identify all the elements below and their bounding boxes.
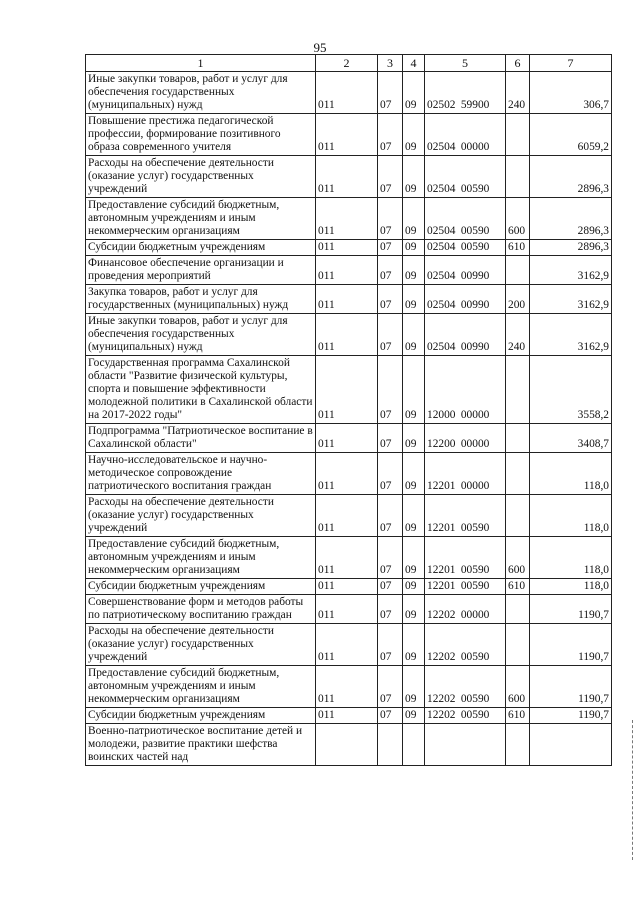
subsection-code-cell: 09 [403,666,425,708]
table-row [86,495,612,537]
target-article-program-part: 02504 [427,299,456,311]
expense-type-cell [506,724,530,766]
header-cell: 3 [378,55,403,72]
amount-cell: 2896,3 [530,198,612,240]
subsection-code-cell: 09 [403,595,425,624]
header-cell: 4 [403,55,425,72]
ministry-code-cell: 011 [316,666,378,708]
subsection-code-cell: 09 [403,114,425,156]
target-article-direction-part: 00590 [460,564,490,576]
target-article-program-part: 02504 [427,225,456,237]
ministry-code-cell: 011 [316,424,378,453]
amount-cell: 1190,7 [530,595,612,624]
target-article-direction-part: 00590 [460,693,490,705]
section-code-cell [378,724,403,766]
target-article-cell [425,624,506,666]
target-article-direction-part: 00590 [460,225,490,237]
target-article-direction-part: 00590 [460,241,490,253]
target-article-program-part: 02504 [427,270,456,282]
target-article-program-part: 02504 [427,341,456,353]
expense-type-cell: 240 [506,314,530,356]
ministry-code-cell: 011 [316,256,378,285]
table-row [86,256,612,285]
amount-cell: 118,0 [530,579,612,595]
subsection-code-cell: 09 [403,424,425,453]
target-article-cell [425,285,506,314]
subsection-code-cell: 09 [403,495,425,537]
amount-cell: 118,0 [530,453,612,495]
target-article-direction-part: 00590 [460,522,490,534]
section-code-cell: 07 [378,424,403,453]
target-article-cell [425,537,506,579]
section-code-cell: 07 [378,314,403,356]
ministry-code-cell: 011 [316,240,378,256]
table-header-row [86,55,612,72]
ministry-code-cell: 011 [316,579,378,595]
ministry-code-cell: 011 [316,285,378,314]
target-article-direction-part: 00590 [460,709,490,721]
subsection-code-cell: 09 [403,198,425,240]
expense-type-cell [506,495,530,537]
ministry-code-cell: 011 [316,453,378,495]
ministry-code-cell: 011 [316,114,378,156]
subsection-code-cell: 09 [403,624,425,666]
section-code-cell: 07 [378,356,403,424]
target-article-program-part: 02504 [427,183,456,195]
ministry-code-cell: 011 [316,72,378,114]
expense-name-cell: Иные закупки товаров, работ и услуг для обеспечения государственных (муниципальных) нужд [86,72,316,114]
table-row [86,724,612,766]
ministry-code-cell: 011 [316,156,378,198]
target-article-direction-part: 00990 [460,341,490,353]
ministry-code-cell [316,724,378,766]
section-code-cell: 07 [378,495,403,537]
target-article-cell [425,708,506,724]
ministry-code-cell: 011 [316,314,378,356]
target-article-program-part: 12201 [427,564,456,576]
section-code-cell: 07 [378,156,403,198]
target-article-cell [425,356,506,424]
subsection-code-cell: 09 [403,240,425,256]
expense-name-cell: Субсидии бюджетным учреждениям [86,240,316,256]
expense-name-cell: Предоставление субсидий бюджетным, автономным учреждениям и иным некоммерческим организациям [86,666,316,708]
section-code-cell: 07 [378,537,403,579]
table-row [86,198,612,240]
expense-name-cell: Расходы на обеспечение деятельности (оказание услуг) государственных учреждений [86,156,316,198]
ministry-code-cell: 011 [316,495,378,537]
subsection-code-cell: 09 [403,537,425,579]
target-article-cell [425,114,506,156]
subsection-code-cell: 09 [403,156,425,198]
subsection-code-cell: 09 [403,453,425,495]
ministry-code-cell: 011 [316,708,378,724]
target-article-program-part: 12202 [427,609,456,621]
amount-cell: 118,0 [530,537,612,579]
expense-name-cell: Иные закупки товаров, работ и услуг для обеспечения государственных (муниципальных) нужд [86,314,316,356]
section-code-cell: 07 [378,256,403,285]
section-code-cell: 07 [378,708,403,724]
expense-name-cell: Научно-исследовательское и научно-методическое сопровождение патриотического воспитания граждан [86,453,316,495]
header-cell: 1 [86,55,316,72]
expense-name-cell: Расходы на обеспечение деятельности (оказание услуг) государственных учреждений [86,624,316,666]
amount-cell: 3558,2 [530,356,612,424]
target-article-direction-part: 00990 [460,270,490,282]
target-article-cell [425,724,506,766]
table-row [86,453,612,495]
table-row [86,114,612,156]
target-article-direction-part: 00590 [460,651,490,663]
target-article-cell [425,453,506,495]
target-article-direction-part: 00590 [460,580,490,592]
ministry-code-cell: 011 [316,624,378,666]
amount-cell: 1190,7 [530,624,612,666]
expense-name-cell: Субсидии бюджетным учреждениям [86,579,316,595]
subsection-code-cell: 09 [403,285,425,314]
amount-cell: 3408,7 [530,424,612,453]
target-article-cell [425,579,506,595]
expense-type-cell: 610 [506,579,530,595]
target-article-cell [425,240,506,256]
section-code-cell: 07 [378,595,403,624]
target-article-cell [425,72,506,114]
table-row [86,579,612,595]
subsection-code-cell: 09 [403,708,425,724]
target-article-direction-part: 00000 [460,141,490,153]
amount-cell: 3162,9 [530,256,612,285]
target-article-program-part: 02504 [427,241,456,253]
expense-name-cell: Подпрограмма "Патриотическое воспитание в Сахалинской области" [86,424,316,453]
target-article-program-part: 12202 [427,693,456,705]
expense-name-cell: Финансовое обеспечение организации и проведения мероприятий [86,256,316,285]
section-code-cell: 07 [378,285,403,314]
subsection-code-cell: 09 [403,72,425,114]
header-cell: 2 [316,55,378,72]
ministry-code-cell: 011 [316,356,378,424]
section-code-cell: 07 [378,72,403,114]
target-article-program-part: 12202 [427,651,456,663]
target-article-program-part: 02502 [427,99,456,111]
subsection-code-cell [403,724,425,766]
target-article-program-part: 12202 [427,709,456,721]
target-article-cell [425,156,506,198]
target-article-cell [425,495,506,537]
table-row [86,156,612,198]
expense-type-cell [506,114,530,156]
table-row [86,240,612,256]
target-article-cell [425,595,506,624]
amount-cell: 306,7 [530,72,612,114]
table-row [86,285,612,314]
ministry-code-cell: 011 [316,198,378,240]
target-article-direction-part: 00990 [460,299,490,311]
expense-name-cell: Предоставление субсидий бюджетным, автономным учреждениям и иным некоммерческим организациям [86,537,316,579]
target-article-program-part: 12201 [427,480,456,492]
target-article-cell [425,666,506,708]
section-code-cell: 07 [378,666,403,708]
expense-name-cell: Совершенствование форм и методов работы по патриотическому воспитанию граждан [86,595,316,624]
header-cell: 5 [425,55,506,72]
target-article-cell [425,256,506,285]
table-row [86,314,612,356]
subsection-code-cell: 09 [403,256,425,285]
expense-type-cell [506,453,530,495]
target-article-program-part: 12201 [427,580,456,592]
expense-name-cell: Военно-патриотическое воспитание детей и молодежи, развитие практики шефства воинских частей над [86,724,316,766]
section-code-cell: 07 [378,624,403,666]
scan-edge-mark [632,720,634,860]
table-row [86,624,612,666]
section-code-cell: 07 [378,198,403,240]
target-article-program-part: 12200 [427,438,456,450]
target-article-direction-part: 00000 [460,409,490,421]
target-article-program-part: 12201 [427,522,456,534]
expense-type-cell [506,256,530,285]
expense-name-cell: Повышение престижа педагогической профессии, формирование позитивного образа современного учителя [86,114,316,156]
target-article-cell [425,424,506,453]
target-article-direction-part: 00000 [460,609,490,621]
amount-cell: 3162,9 [530,314,612,356]
subsection-code-cell: 09 [403,356,425,424]
target-article-direction-part: 59900 [460,99,490,111]
target-article-direction-part: 00000 [460,480,490,492]
expense-type-cell: 200 [506,285,530,314]
expense-type-cell: 600 [506,198,530,240]
expense-type-cell [506,356,530,424]
expense-type-cell [506,624,530,666]
table-row [86,424,612,453]
subsection-code-cell: 09 [403,579,425,595]
expense-type-cell: 600 [506,666,530,708]
expense-type-cell: 240 [506,72,530,114]
expense-name-cell: Закупка товаров, работ и услуг для государственных (муниципальных) нужд [86,285,316,314]
amount-cell: 1190,7 [530,708,612,724]
section-code-cell: 07 [378,114,403,156]
amount-cell: 3162,9 [530,285,612,314]
table-row [86,72,612,114]
section-code-cell: 07 [378,240,403,256]
amount-cell: 1190,7 [530,666,612,708]
amount-cell: 118,0 [530,495,612,537]
table-row [86,595,612,624]
target-article-cell [425,314,506,356]
expense-name-cell: Субсидии бюджетным учреждениям [86,708,316,724]
table-row [86,666,612,708]
expense-type-cell [506,156,530,198]
target-article-direction-part: 00590 [460,183,490,195]
expense-type-cell: 600 [506,537,530,579]
expense-type-cell: 610 [506,240,530,256]
amount-cell: 6059,2 [530,114,612,156]
expense-type-cell [506,595,530,624]
expense-name-cell: Государственная программа Сахалинской области "Развитие физической культуры, спорта и повышение эффективности молодежной политики в Сахалинской области на 2017-2022 годы" [86,356,316,424]
amount-cell [530,724,612,766]
header-cell: 7 [530,55,612,72]
target-article-direction-part: 00000 [460,438,490,450]
table-row [86,537,612,579]
target-article-cell [425,198,506,240]
section-code-cell: 07 [378,453,403,495]
ministry-code-cell: 011 [316,595,378,624]
expense-type-cell [506,424,530,453]
page-number: 95 [313,40,327,55]
header-cell: 6 [506,55,530,72]
ministry-code-cell: 011 [316,537,378,579]
target-article-program-part: 02504 [427,141,456,153]
table-row [86,356,612,424]
table-row [86,708,612,724]
amount-cell: 2896,3 [530,156,612,198]
amount-cell: 2896,3 [530,240,612,256]
expense-type-cell: 610 [506,708,530,724]
target-article-program-part: 12000 [427,409,456,421]
expense-name-cell: Предоставление субсидий бюджетным, автономным учреждениям и иным некоммерческим организациям [86,198,316,240]
section-code-cell: 07 [378,579,403,595]
budget-table [85,54,612,766]
subsection-code-cell: 09 [403,314,425,356]
expense-name-cell: Расходы на обеспечение деятельности (оказание услуг) государственных учреждений [86,495,316,537]
